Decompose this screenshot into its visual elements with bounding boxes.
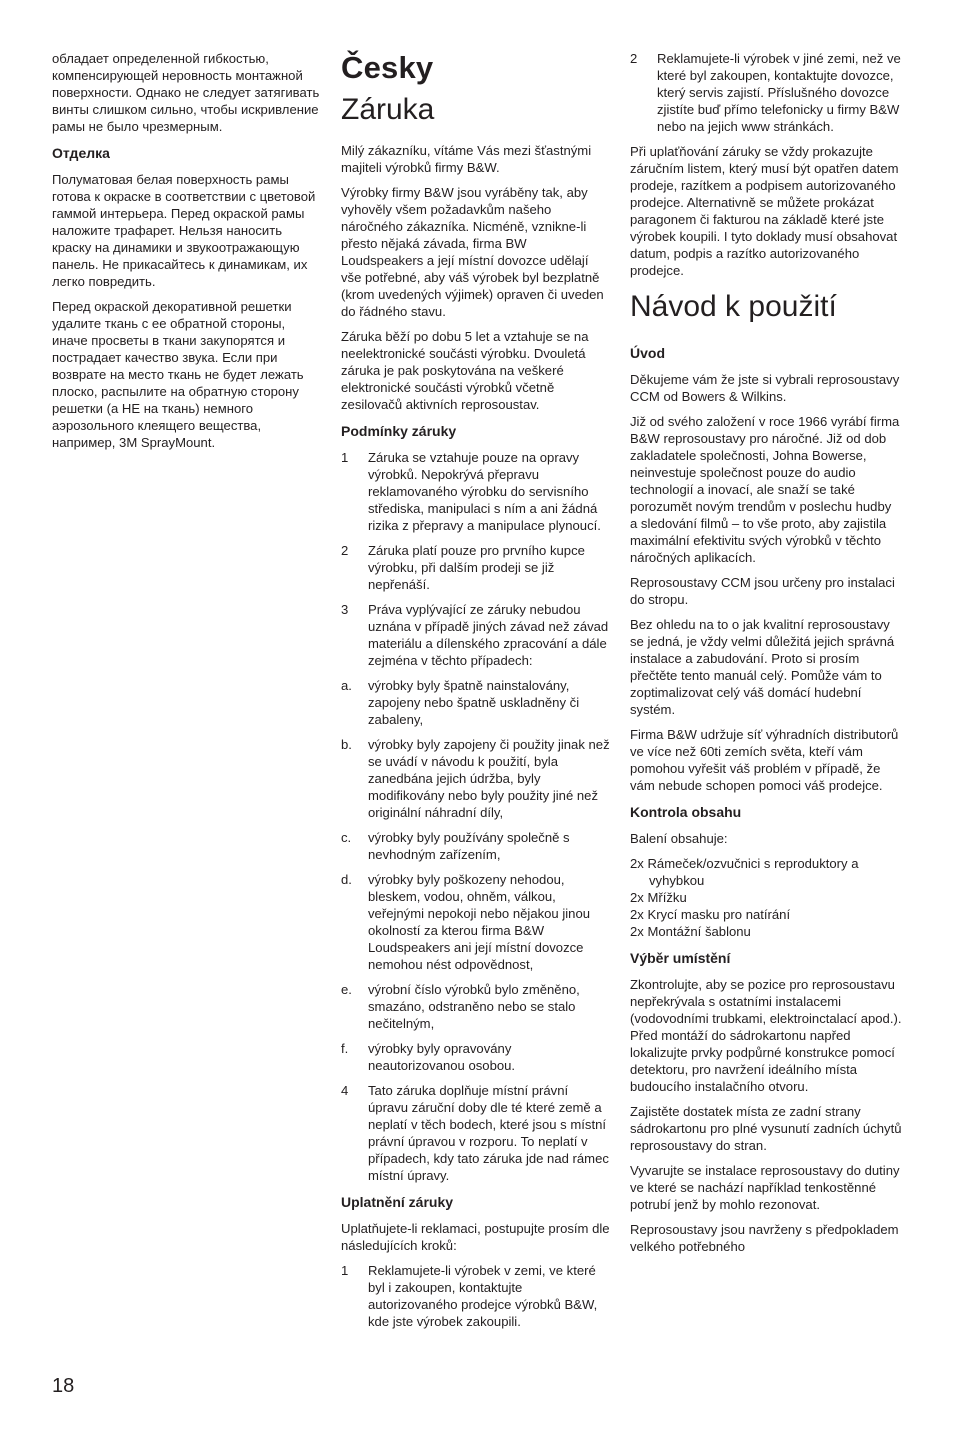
paragraph: Již od svého založení v roce 1966 vyrábí firma B&W reprosoustavy pro náročné. Již od dob zakladatele společnosti, Johna Bowerse, neinvestuje společnost pouze do audio technologií a inovací, ale snaží se také porozumět novým trendům v poslechu hudby a sledování filmů – to vše proto, aby zajistila maximální efektivitu svých výrobků v těchto náročných aplikacích. [630,414,900,565]
list-marker: d. [341,872,352,887]
paragraph: Vyvarujte se instalace reprosoustavy do dutiny ve které se nachází například tenkostěnné potrubí jenž by mohlo rezonovat. [630,1163,900,1212]
section-heading-conditions: Podmínky záruky [341,423,457,439]
list-item-text: výrobky byly špatně nainstalovány, zapojeny nebo špatně uskladněny či zabaleny, [368,678,580,727]
list-item-text: výrobky byly používány společně s nevhodným zařízením, [368,830,570,862]
list-item [630,50,902,135]
section-heading-finish: Отделка [52,145,110,161]
section-heading-claim: Uplatnění záruky [341,1194,454,1210]
paragraph: Výrobky firmy B&W jsou vyráběny tak, aby vyhověly všem požadavkům našeho náročného zákazníka. Nicméně, vznikne-li přesto nějaká závada, firma BW Loudspeakers a její místní dovozce udělají vše potřebné, aby váš výrobek byl bezplatně (krom uvedených výjimek) opraven či uveden do řádného stavu. [341,185,604,319]
paragraph: Reprosoustavy CCM jsou určeny pro instalaci do stropu. [630,575,895,607]
column-warranty [341,50,611,1338]
paragraph: Zkontrolujte, aby se pozice pro reprosoustavu nepřekrývala s ostatními instalacemi (vodovodními trubkami, elektroinctalací apod.). Před montáží do sádrokartonu napřed lokalizujte prvky podpůrné konstrukce pomocí detektoru, pro navržení ideálního místa budoucího instalačního otvoru. [630,977,902,1094]
column-russian [52,50,322,459]
list-marker: 3 [341,602,349,617]
paragraph: Záruka běží po dobu 5 let a vztahuje se na neelektronické součásti výrobku. Dvouletá záruka je pak poskytována na veškeré elektronické součásti výrobků včetně zesilovačů aktivních reprosoustav. [341,329,589,412]
section-heading-contents: Kontrola obsahu [630,804,742,820]
paragraph: Bez ohledu na to o jak kvalitní reprosoustavy se jedná, je vždy velmi důležitá jejich správná instalace a zabudování. Proto si prosím přečtěte tento manuál celý. Pomůže vám to zoptimalizovat celý váš domácí hudební systém. [630,617,895,717]
paragraph: Zajistěte dostatek místa ze zadní strany sádrokartonu pro plné vysunutí zadních úchytů reprosoustavy do stran. [630,1104,902,1153]
list-item [341,981,611,1032]
list-item [341,601,611,669]
paragraph: Balení obsahuje: [630,831,728,846]
contents-list [630,855,902,940]
list-item [341,1082,611,1184]
list-item [341,1262,611,1330]
list-item-text: výrobky byly opravovány neautorizovanou osobou. [368,1041,516,1073]
page-title-manual: Návod k použití [630,290,837,323]
paragraph: обладает определенной гибкостью, компенсирующей неровность монтажной поверхности. Однако не следует затягивать винты слишком сильно, чтобы искривление рамы не было чрезмерным. [52,51,320,134]
list-item-text: Tato záruka doplňuje místní právní úpravu záruční doby dle té které země a neplatí v těch bodech, které jsou s místní právní úpravou v rozporu. To neplatí v případech, kdy tato záruka jde nad rámec místní úpravy. [368,1083,609,1183]
list-marker: 2 [630,51,638,66]
section-heading-location: Výběr umístění [630,950,731,966]
list-marker: c. [341,830,352,845]
paragraph: Uplatňujete-li reklamaci, postupujte prosím dle následujících kroků: [341,1221,610,1253]
paragraph: Reprosoustavy jsou navrženy s předpokladem velkého potřebného [630,1222,899,1254]
paragraph: Při uplaťňování záruky se vždy prokazujte záručním listem, který musí být opatřen datem prodeje, razítkem a podpisem autorizovaného prodejce. Alternativně se můžete prokázat paragonem či fakturou na základě které jste výrobek koupili. I tyto doklady musí obsahovat datum, podpis a razítko autorizovaného prodejce. [630,144,899,278]
list-item [341,677,611,728]
list-item-text: Reklamujete-li výrobek v zemi, ve které byl i zakoupen, kontaktujte autorizovaného prodejce výrobků B&W, kde jste výrobek zakoupili. [368,1263,598,1329]
contents-item: 2x Montážní šablonu [630,924,751,939]
list-marker: 4 [341,1083,349,1098]
list-item [341,829,611,863]
list-marker: e. [341,982,352,997]
list-item [341,871,611,973]
list-marker: f. [341,1041,349,1056]
list-item-text: Záruka se vztahuje pouze na opravy výrobků. Nepokrývá přepravu reklamovaného výrobku do servisního střediska, manipulaci s ním a ani žádná rizika z přepravy a manipulace plynoucí. [368,450,601,533]
section-heading-intro: Úvod [630,345,665,361]
contents-item: 2x Mřížku [630,890,687,905]
list-marker: 1 [341,1263,349,1278]
contents-item: 2x Krycí masku pro natírání [630,907,791,922]
list-item [341,1040,611,1074]
page-number: 18 [52,1375,75,1397]
paragraph: Полуматовая белая поверхность рамы готова к окраске в соответствии с цветовой гаммой интерьера. Перед окраской рамы наложите трафарет. Нельзя наносить краску на динамики и звукоотражающую панель. Не прикасайтесь к динамикам, их легко повредить. [52,172,316,289]
list-item-text: Záruka platí pouze pro prvního kupce výrobku, při dalším prodeji se již nepřenáší. [368,543,585,592]
language-heading: Česky [341,50,434,85]
list-item [341,736,611,821]
list-marker: 2 [341,543,349,558]
paragraph: Перед окраской декоративной решетки удалите ткань с ее обратной стороны, иначе просветы в ткани закупорятся и пострадает качество звука. Если при возврате на место ткань не будет лежать плоско, распылите на обратную сторону решетки (а НЕ на ткань) немного аэрозольного клеящего вещества, например, 3M SprayMount. [52,299,304,450]
list-item [341,542,611,593]
list-item-text: výrobní číslo výrobků bylo změněno, smazáno, odstraněno nebo se stalo nečitelným, [368,982,580,1031]
list-marker: b. [341,737,352,752]
list-item [341,449,611,534]
paragraph: Milý zákazníku, vítáme Vás mezi šťastnými majiteli výrobků firmy B&W. [341,143,592,175]
list-marker: 1 [341,450,349,465]
list-item-text: výrobky byly poškozeny nehodou, bleskem, vodou, ohněm, válkou, veřejnými nepokoji nebo nějakou jinou okolností za kterou firma B&W Loudspeakers ani její místní dovozce nemohou nést odpovědnost, [368,872,591,972]
paragraph: Firma B&W udržuje síť výhradních distributorů ve více než 60ti zemích světa, kteří vám pomohou vyřešit váš problém v případě, že vám nebude schopen pomoci váš prodejce. [630,727,899,793]
list-item-text: Reklamujete-li výrobek v jiné zemi, než ve které byl zakoupen, kontaktujte dovozce, který servis zajistí. Příslušného dovozce zjistíte buď přímo telefonicky u firmy B&W nebo na jejich www stránkách. [657,51,901,134]
paragraph: Děkujeme vám že jste si vybrali reprosoustavy CCM od Bowers & Wilkins. [630,372,900,404]
list-marker: a. [341,678,352,693]
column-manual [630,50,902,1263]
contents-item: 2x Rámeček/ozvučnici s reproduktory a vyhybkou [630,856,859,888]
list-item-text: Práva vyplývající ze záruky nebudou uznána v případě jiných závad než závad materiálu a dílenského zpracování a dále zejména v těchto případech: [368,602,609,668]
list-item-text: výrobky byly zapojeny či použity jinak než se uvádí v návodu k použití, byla zanedbána jejich údržba, byly modifikovány nebo byly použity jiné než originální náhradní díly, [368,737,610,820]
page-title-warranty: Záruka [341,93,435,126]
